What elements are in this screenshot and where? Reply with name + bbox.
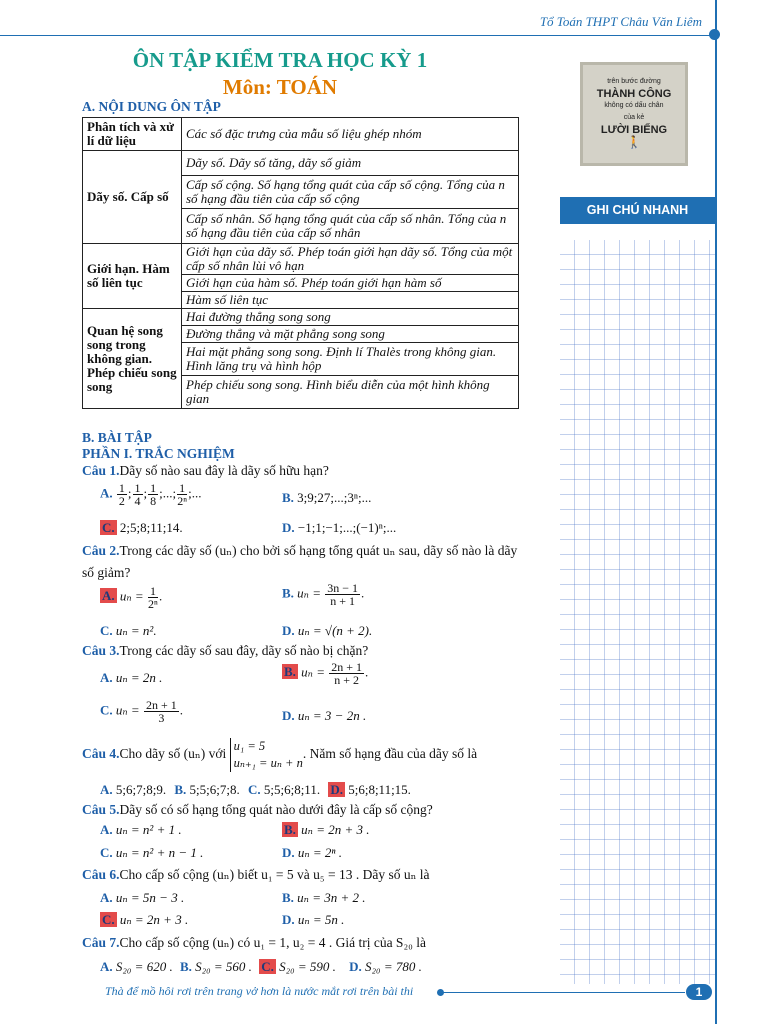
option-6a: A. uₙ = 5n − 3 . (100, 890, 185, 905)
option-1a: A. $\frac{1}{2}$ ; $\frac{1}{4}$ ; $\frac{1}{8}$ ;...; $\frac{1}{\text{2ⁿ}}$ ;... (100, 481, 202, 508)
notes-grid[interactable] (560, 240, 715, 984)
school-header: Tổ Toán THPT Châu Văn Liêm (539, 14, 702, 29)
topic-cell: Hàm số liên tục (182, 292, 519, 309)
option-6c: C. uₙ = 2n + 3 . (102, 912, 189, 927)
question-label: Câu 3. (82, 643, 120, 658)
option-2c: C. uₙ = n². (100, 623, 157, 638)
topic-cell: Phép chiếu song song. Hình biểu diễn của một hình không gian (182, 376, 519, 409)
question-6: Câu 6.Cho cấp số cộng (uₙ) biết u₁ = 5 và u₅ = 13 . Dãy số uₙ là (82, 867, 430, 882)
motivation-book-image: trên bước đường THÀNH CÔNG không có dấu chân của kẻ LƯỜI BIẾNG 🚶 (580, 62, 688, 166)
question-5: Câu 5.Dãy số có số hạng tổng quát nào dưới đây là cấp số cộng? (82, 802, 433, 817)
topic-cell: Cấp số cộng. Số hạng tổng quát của cấp số cộng. Tổng của n số hạng đầu tiên của cấp số cộng (182, 176, 519, 209)
question-label: Câu 7. (82, 935, 120, 950)
question-2: Câu 2.Trong các dãy số (uₙ) cho bởi số hạng tổng quát uₙ sau, dãy số nào là dãy (82, 543, 518, 558)
question-label: Câu 4. (82, 746, 120, 762)
question-label: Câu 6. (82, 867, 120, 882)
group-cell: Giới hạn. Hàm số liên tục (83, 244, 182, 309)
option-3d: D. uₙ = 3 − 2n . (282, 708, 367, 723)
option-3a: A. uₙ = 2n . (100, 670, 163, 685)
topic-cell: Hai mặt phẳng song song. Định lí Thalès trong không gian. Hình lăng trụ và hình hộp (182, 343, 519, 376)
page-title: ÔN TẬP KIỂM TRA HỌC KỲ 1 (132, 48, 428, 72)
option-2d: D. uₙ = √(n + 2). (282, 623, 373, 638)
question-1 (82, 462, 552, 480)
option-2a: A. uₙ = $\frac{1}{\text{2ⁿ}}$ . (102, 584, 163, 611)
question-4: Câu 4.Cho dãy số (uₙ) với u₁ = 5 uₙ₊₁ = uₙ + n. Năm số hạng đầu của dãy số là (82, 739, 478, 770)
recurrence-system: u₁ = 5 uₙ₊₁ = uₙ + n (230, 738, 303, 772)
page-number: 1 (686, 984, 712, 1000)
part1-heading: PHẦN I. TRẮC NGHIỆM (82, 446, 235, 461)
topic-cell: Giới hạn của dãy số. Phép toán giới hạn dãy số. Tổng của một cấp số nhân lùi vô hạn (182, 244, 519, 275)
option-3c: C. uₙ = $\frac{2n + 1}{3}$ . (100, 698, 183, 725)
option-1b: B. 3;9;27;...;3ⁿ;... (282, 490, 372, 505)
section-b-heading: B. BÀI TẬP (82, 430, 152, 445)
question-label: Câu 1. (82, 463, 120, 478)
group-cell: Phân tích và xử lí dữ liệu (83, 118, 182, 151)
walking-figure-icon: 🚶 (626, 135, 642, 149)
q4-options: A. 5;6;7;8;9. B. 5;5;6;7;8. C. 5;5;6;8;11. D. 5;6;8;11;15. (100, 782, 411, 797)
question-3: Câu 3.Trong các dãy số sau đây, dãy số nào bị chặn? (82, 643, 369, 658)
section-a-heading: A. NỘI DUNG ÔN TẬP (82, 99, 221, 114)
subject-title: Môn: TOÁN (222, 75, 338, 99)
option-5d: D. uₙ = 2ⁿ . (282, 845, 343, 860)
header-rule (0, 35, 715, 36)
q7-options: A. S₂₀ = 620 . B. S₂₀ = 560 . C. S₂₀ = 590 . D. S₂₀ = 780 . (100, 959, 422, 974)
question-label: Câu 5. (82, 802, 120, 817)
group-cell: Dãy số. Cấp số (83, 151, 182, 244)
question-text: Dãy số nào sau đây là dãy số hữu hạn? (119, 463, 329, 478)
quick-notes-header: GHI CHÚ NHANH (560, 197, 715, 224)
topic-cell: Cấp số nhân. Số hạng tổng quát của cấp số nhân. Tổng của n số hạng đầu tiên của cấp số nhân (182, 209, 519, 244)
question-7: Câu 7.Cho cấp số cộng (uₙ) có u₁ = 1, u₂ = 4 . Giá trị của S₂₀ là (82, 935, 426, 950)
margin-rule (715, 0, 717, 1024)
footer-rule (440, 992, 685, 993)
topic-cell: Các số đặc trưng của mẫu số liệu ghép nhóm (182, 118, 519, 151)
option-6b: B. uₙ = 3n + 2 . (282, 890, 366, 905)
topic-cell: Dãy số. Dãy số tăng, dãy số giảm (182, 151, 519, 176)
topic-cell: Hai đường thẳng song song (182, 309, 519, 326)
option-5a: A. uₙ = n² + 1 . (100, 822, 182, 837)
option-6d: D. uₙ = 5n . (282, 912, 345, 927)
footer-quote: Thà để mồ hôi rơi trên trang vở hơn là nước mắt rơi trên bài thi (105, 984, 414, 998)
option-3b: B. uₙ = $\frac{2n + 1}{n + 2}$ . (284, 660, 369, 687)
question-2-cont: số giảm? (82, 565, 131, 580)
option-5c: C. uₙ = n² + n − 1 . (100, 845, 204, 860)
review-table (82, 117, 519, 409)
option-1d: D. −1;1;−1;...;(−1)ⁿ;... (282, 520, 397, 535)
question-label: Câu 2. (82, 543, 120, 558)
topic-cell: Giới hạn của hàm số. Phép toán giới hạn hàm số (182, 275, 519, 292)
option-2b: B. uₙ = $\frac{3n - 1}{n + 1}$ . (282, 581, 365, 608)
group-cell: Quan hệ song song trong không gian. Phép chiếu song song (83, 309, 182, 409)
option-1c: C. 2;5;8;11;14. (102, 520, 183, 535)
topic-cell: Đường thẳng và mặt phẳng song song (182, 326, 519, 343)
option-5b: B. uₙ = 2n + 3 . (284, 822, 370, 837)
